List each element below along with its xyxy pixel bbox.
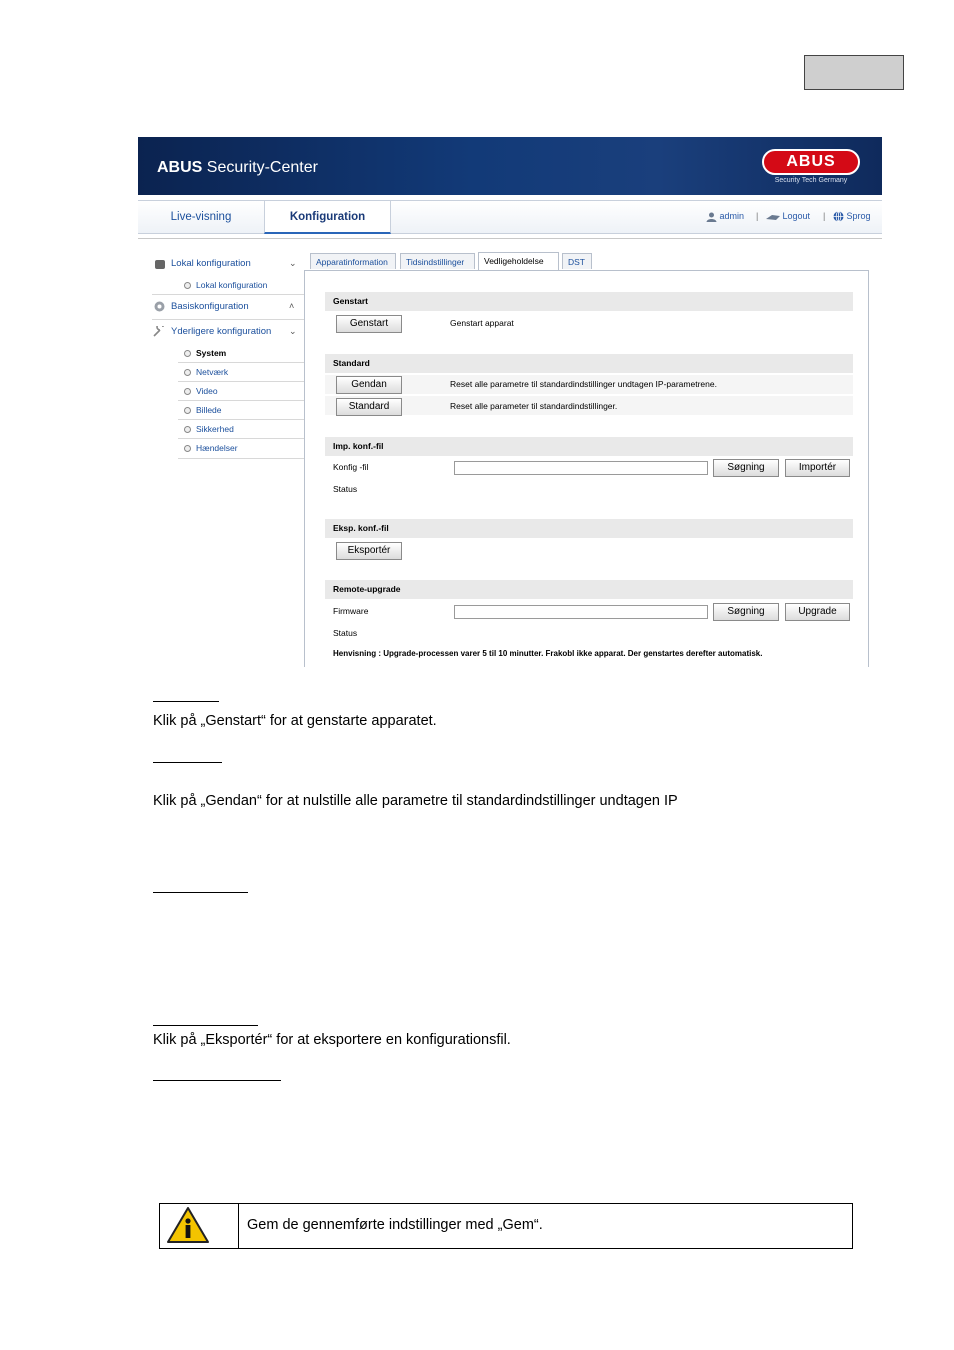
sidebar-sub-network[interactable]: Netværk — [184, 367, 228, 377]
chevron-down-icon: ⌄ — [289, 258, 297, 268]
restart-button[interactable]: Genstart — [336, 315, 402, 333]
language-link[interactable] — [833, 211, 871, 222]
divider — [152, 294, 304, 295]
heading-underline — [153, 1025, 258, 1026]
section-default-heading: Standard — [325, 354, 853, 373]
tab-device-info[interactable]: Apparatinformation — [310, 253, 396, 269]
config-file-input[interactable] — [454, 461, 708, 475]
warning-info-icon — [166, 1206, 210, 1244]
divider — [178, 400, 304, 401]
globe-icon — [833, 211, 844, 222]
export-button[interactable]: Eksportér — [336, 542, 402, 560]
wrench-icon — [153, 326, 166, 337]
tab-dst[interactable]: DST — [562, 253, 592, 269]
user-label: admin — [719, 211, 745, 221]
logout-link[interactable] — [766, 211, 810, 221]
import-browse-button[interactable]: Søgning — [713, 459, 779, 477]
heading-underline — [153, 892, 248, 893]
nav-separator: | — [756, 211, 759, 221]
upgrade-button[interactable]: Upgrade — [785, 603, 850, 621]
main-nav — [138, 200, 882, 234]
firmware-label: Firmware — [333, 606, 369, 616]
tab-live-view[interactable]: Live-visning — [170, 211, 232, 223]
user-icon — [706, 212, 717, 222]
sidebar-sub-image[interactable]: Billede — [184, 405, 222, 415]
sidebar-sub-events[interactable]: Hændelser — [184, 443, 238, 453]
bullet-icon — [184, 426, 191, 433]
section-export-heading: Eksp. konf.-fil — [325, 519, 853, 538]
default-button[interactable]: Standard — [336, 398, 402, 416]
default-desc: Reset alle parameter til standardindstillinger. — [450, 401, 618, 411]
sidebar-sub-video[interactable]: Video — [184, 386, 218, 396]
sidebar-item-basic-config[interactable]: Basiskonfiguration — [171, 301, 249, 312]
bullet-icon — [184, 445, 191, 452]
paragraph-restore: Klik på „Gendan“ for at nulstille alle parametre til standardindstillinger undtagen IP — [153, 793, 678, 809]
note-divider — [238, 1203, 239, 1249]
sidebar-sub-security[interactable]: Sikkerhed — [184, 424, 234, 434]
logout-icon — [766, 213, 780, 221]
restore-button[interactable]: Gendan — [336, 376, 402, 394]
upgrade-browse-button[interactable]: Søgning — [713, 603, 779, 621]
divider — [178, 362, 304, 363]
section-import-heading: Imp. konf.-fil — [325, 437, 853, 456]
sidebar-item-local-config[interactable]: Lokal konfiguration — [171, 258, 251, 269]
heading-underline — [153, 701, 219, 702]
divider — [178, 419, 304, 420]
tab-configuration[interactable]: Konfiguration — [264, 201, 391, 234]
chevron-down-icon: ⌄ — [289, 326, 297, 336]
chevron-up-icon: ˄ — [289, 301, 295, 311]
restore-desc: Reset alle parametre til standardindstillinger undtagen IP-parametrene. — [450, 379, 717, 389]
language-label: Sprog — [846, 211, 871, 221]
upgrade-status-label: Status — [333, 628, 358, 638]
divider — [178, 381, 304, 382]
bullet-icon — [184, 350, 191, 357]
nav-separator: | — [823, 211, 826, 221]
divider — [152, 319, 304, 320]
heading-underline — [153, 762, 222, 763]
header-banner — [138, 137, 882, 195]
section-upgrade-heading: Remote-upgrade — [325, 580, 853, 599]
app-title: ABUS Security-Center — [157, 159, 318, 176]
language-box — [804, 55, 904, 90]
bullet-icon — [184, 369, 191, 376]
logout-label: Logout — [782, 211, 811, 221]
tab-maintenance[interactable]: Vedligeholdelse — [478, 252, 559, 270]
bullet-icon — [184, 388, 191, 395]
divider — [178, 458, 304, 459]
section-restart-heading: Genstart — [325, 292, 853, 311]
config-file-label: Konfig -fil — [333, 462, 369, 472]
divider — [138, 238, 882, 239]
tab-time-settings[interactable]: Tidsindstillinger — [400, 253, 475, 269]
ui-screenshot — [138, 137, 882, 667]
bullet-icon — [184, 282, 191, 289]
bullet-icon — [184, 407, 191, 414]
local-config-icon — [155, 260, 165, 269]
restart-desc: Genstart apparat — [450, 318, 514, 328]
abus-logo: ABUS — [762, 149, 860, 175]
import-button[interactable]: Importér — [785, 459, 850, 477]
user-link[interactable] — [706, 211, 744, 222]
import-status-label: Status — [333, 484, 358, 494]
basic-config-icon — [154, 301, 165, 312]
upgrade-note: Henvisning : Upgrade-processen varer 5 til 10 minutter. Frakobl ikke apparat. Der genstartes derefter automatisk. — [333, 649, 763, 658]
note-text: Gem de gennemførte indstillinger med „Gem“. — [247, 1217, 543, 1233]
sidebar-item-advanced-config[interactable]: Yderligere konfiguration — [171, 326, 272, 337]
sidebar-sub-local-config[interactable]: Lokal konfiguration — [184, 280, 267, 290]
logo-tagline: Security Tech Germany — [774, 177, 848, 184]
firmware-input[interactable] — [454, 605, 708, 619]
paragraph-restart: Klik på „Genstart“ for at genstarte apparatet. — [153, 713, 437, 729]
heading-underline — [153, 1080, 281, 1081]
divider — [178, 438, 304, 439]
sidebar-sub-system[interactable]: System — [184, 348, 226, 358]
paragraph-export: Klik på „Eksportér“ for at eksportere en konfigurationsfil. — [153, 1032, 511, 1048]
